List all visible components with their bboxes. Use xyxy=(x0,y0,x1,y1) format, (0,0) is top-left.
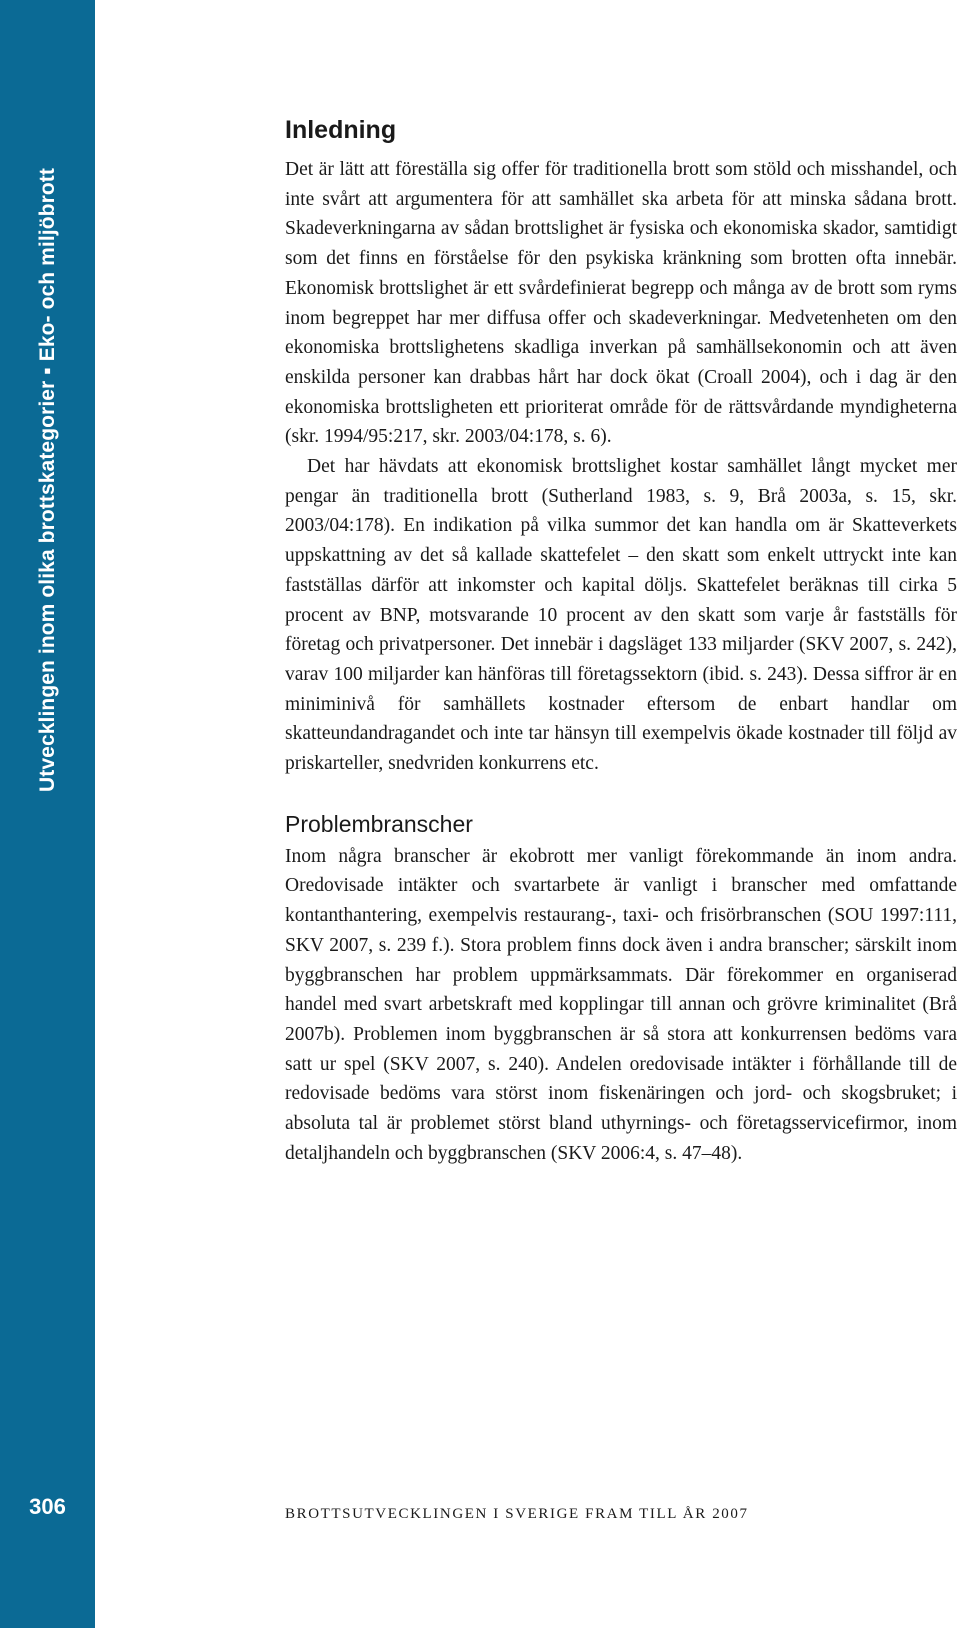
section-heading-inledning: Inledning xyxy=(285,116,397,144)
page-number: 306 xyxy=(29,1494,66,1519)
side-bar xyxy=(0,0,95,1628)
paragraph: Det har hävdats att ekonomisk brottslighet kostar samhället långt mycket mer pengar än traditionella brott (Sutherland 1983, s. 9, Brå 2003a, s. 15, skr. 2003/04:178). En indikation på vilka summor det kan handla om är Skatteverkets uppskattning av det så kallade skattefelet – den skatt som enkelt uttryckt inte kan fastställas därför att inkomster och kapital döljs. Skattefelet beräknas till cirka 5 procent av BNP, motsvarande 10 procent av den skatt som varje år fastställs för företag och privatpersoner. Det innebär i dagsläget 133 miljarder (SKV 2007, s. 242), varav 100 miljarder kan hänföras till företagssektorn (ibid. s. 243). Dessa siffror är en miniminivå för samhällets kostnader eftersom de enbart handlar om skatteundandragandet och inte tar hänsyn till exempelvis ökade kostnader till följd av priskarteller, snedvriden konkurrens etc. xyxy=(285,456,957,775)
main-content xyxy=(285,116,957,1169)
paragraph: Det är lätt att föreställa sig offer för traditionella brott som stöld och misshandel, och inte svårt att argumentera för att samhället ska arbeta för att minska sådana brott. Skadeverkningarna av sådan brottslighet är fysiska och ekonomiska skador, samtidigt som det finns en förståelse för den psykiska kränkning som brotten ofta innebär. Ekonomisk brottslighet är ett svårdefinierat begrepp och många av de brott som ryms inom begreppet har mer diffusa offer och skadeverkningar. Medvetenheten om den ekonomiska brottslighetens skadliga inverkan på samhällsekonomin och att även enskilda personer kan drabbas hårt har dock ökat (Croall 2004), och i dag är den ekonomiska brottsligheten ett prioriterat område för de rättsvårdande myndigheterna (skr. 1994/95:217, skr. 2003/04:178, s. 6). xyxy=(285,159,957,448)
paragraph: Inom några branscher är ekobrott mer vanligt förekommande än inom andra. Oredovisade intäkter och svartarbete är vanligt i branscher med omfattande kontanthantering, exempelvis restaurang-, taxi- och frisörbranschen (SOU 1997:111, SKV 2007, s. 239 f.). Stora problem finns dock även i andra branscher; särskilt inom byggbranschen har problem uppmärksammats. Där förekommer en organiserad handel med svart arbetskraft med kopplingar till annan och grövre kriminalitet (Brå 2007b). Problemen inom byggbranschen är så stora att konkurrensen bedöms vara satt ur spel (SKV 2007, s. 240). Andelen oredovisade intäkter i förhållande till de redovisade bedöms vara störst inom fiskenäringen och jord- och skogsbruket; i absoluta tal är problemet störst bland uthyrnings- och företagsservicefirmor, inom detaljhandeln och byggbranschen (SKV 2006:4, s. 47–48). xyxy=(285,845,957,1164)
chapter-title: Utvecklingen inom olika brottskategorier ▪ Eko- och miljöbrott xyxy=(36,168,59,792)
section-heading-problembranscher: Problembranscher xyxy=(285,810,473,837)
running-footer: BROTTSUTVECKLINGEN I SVERIGE FRAM TILL ÅR 2007 xyxy=(285,1506,749,1522)
